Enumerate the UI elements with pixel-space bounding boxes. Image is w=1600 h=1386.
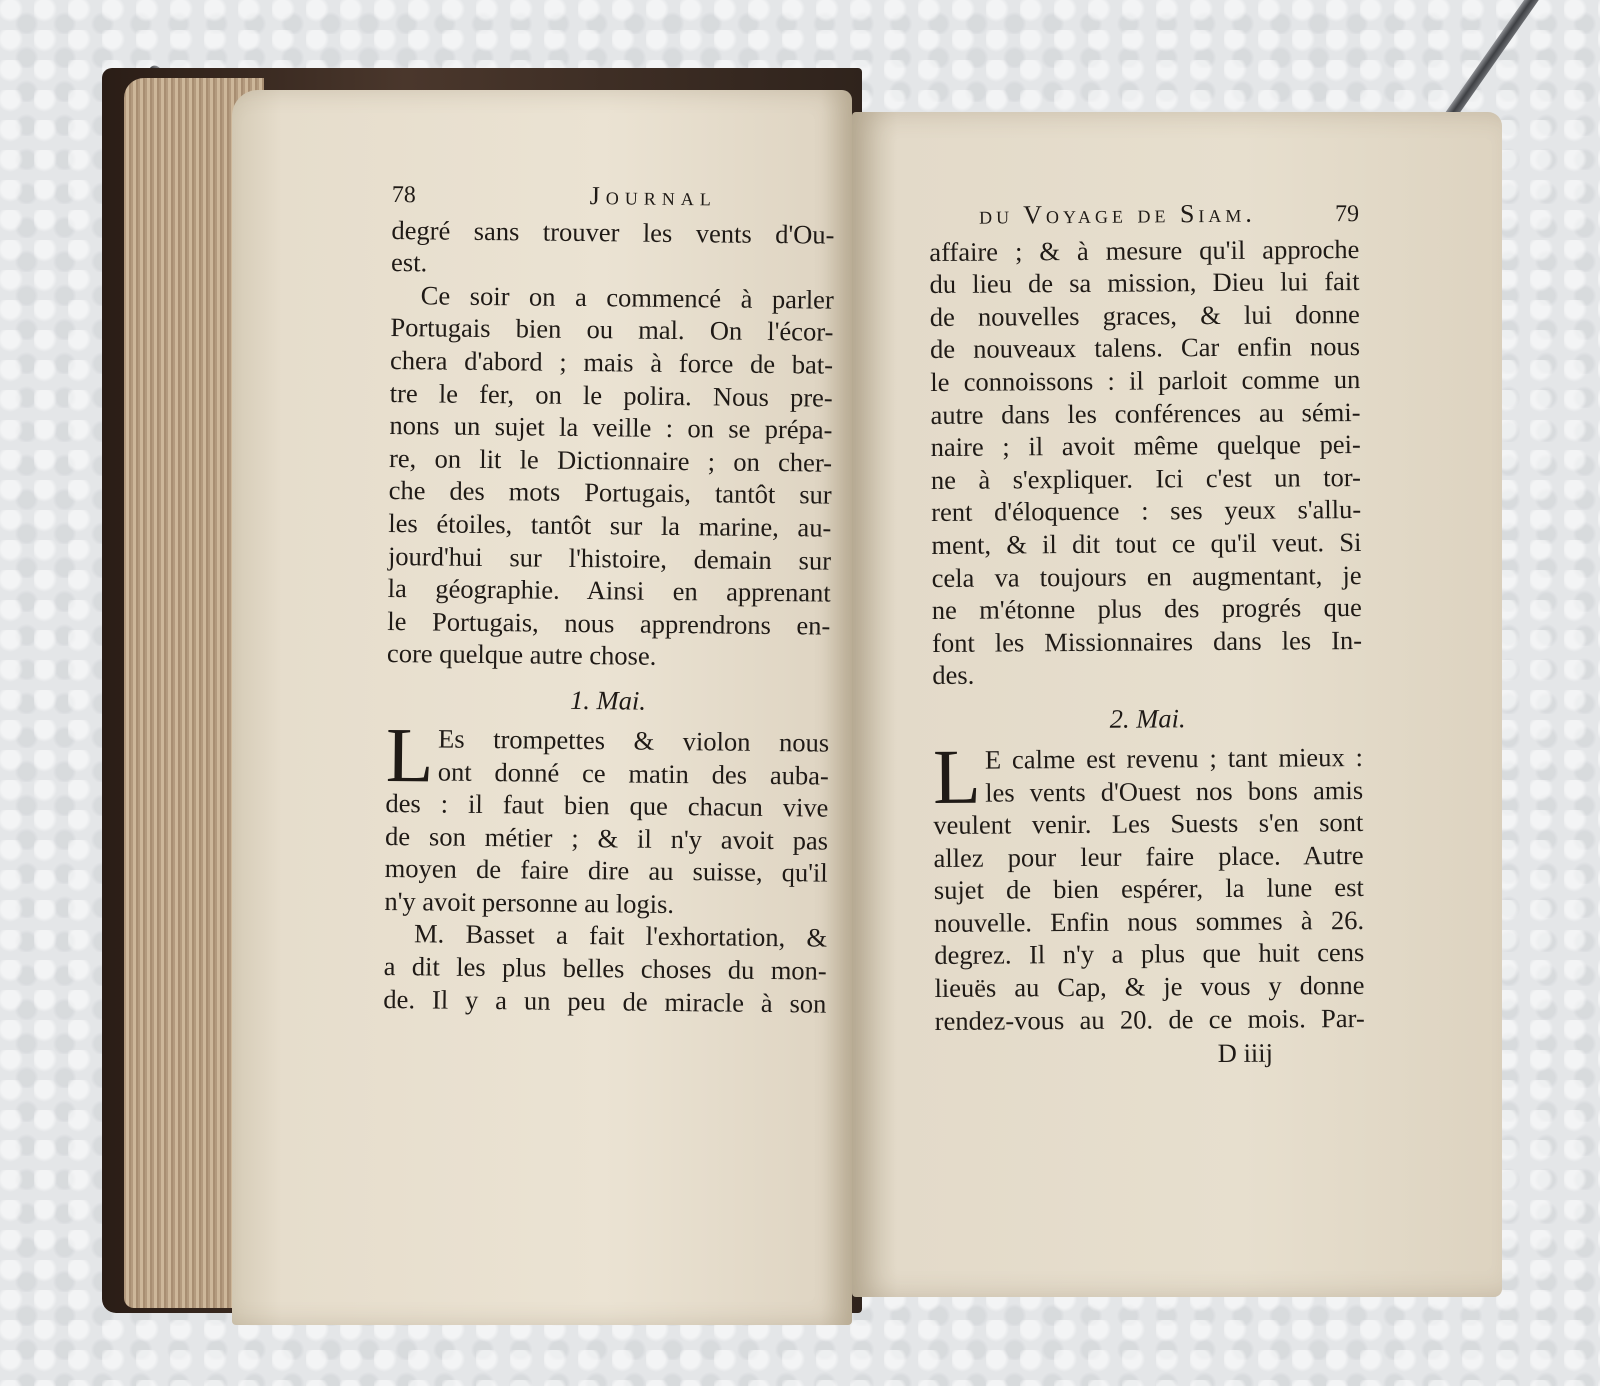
- page-number: 79: [1335, 200, 1360, 228]
- text-line: re, on lit le Dictionnaire ; on cher-: [388, 442, 833, 478]
- text-line: rendez-vous au 20. de ce mois. Par-: [934, 1002, 1365, 1036]
- text-line: ne à s'expliquer. Ici c'est un tor-: [930, 461, 1362, 495]
- text-line: le Portugais, nous apprendrons en-: [387, 605, 831, 641]
- left-page-text: [383, 178, 835, 1020]
- text-line: veulent venir. Les Suests s'en sont: [933, 807, 1364, 841]
- drop-cap: L: [932, 732, 981, 820]
- text-line: chera d'abord ; mais à force de bat-: [389, 344, 834, 380]
- text-line: naire ; il avoit même quelque pei-: [930, 429, 1361, 463]
- text-line: degrez. Il n'y a plus que huit cens: [934, 937, 1365, 971]
- text-line: che des mots Portugais, tantôt sur: [388, 475, 832, 510]
- text-line: de nouveaux talens. Car enfin nous: [929, 331, 1361, 365]
- text-line: core quelque autre chose.: [386, 638, 657, 672]
- text-line: des : il faut bien que chacun vive: [385, 788, 829, 823]
- text-line: sujet de bien espérer, la lune est: [933, 872, 1364, 906]
- text-line: E calme est revenu ; tant mieux :: [984, 741, 1364, 775]
- text-line: affaire ; & à mesure qu'il approche: [929, 233, 1360, 267]
- text-line: allez pour leur faire place. Autre: [933, 839, 1364, 873]
- text-line: les vents d'Ouest nos bons amis: [985, 774, 1364, 808]
- text-line: moyen de faire dire au suisse, qu'il: [384, 853, 828, 888]
- left-page-header: [392, 178, 835, 216]
- text-line: nouvelle. Enfin nous sommes à 26.: [933, 904, 1365, 938]
- text-line: la géographie. Ainsi en apprenant: [387, 573, 831, 608]
- text-line: Portugais bien ou mal. On l'écor-: [390, 312, 834, 348]
- text-line: lieuës au Cap, & je vous y donne: [934, 970, 1365, 1004]
- text-line: font les Missionnaires dans les In-: [931, 624, 1363, 658]
- text-line: les étoiles, tantôt sur la marine, au-: [388, 507, 832, 543]
- text-line: ont donné ce matin des auba-: [437, 756, 829, 791]
- text-line: rent d'éloquence : ses yeux s'allu-: [931, 494, 1362, 528]
- text-line: ment, & il dit tout ce qu'il veut. Si: [931, 526, 1362, 560]
- paragraph-with-drop-cap: [385, 710, 830, 799]
- text-line: des.: [932, 660, 975, 691]
- text-line: M. Basset a fait l'exhortation, &: [413, 918, 828, 954]
- right-page-header: [929, 197, 1359, 234]
- signature-mark: D iiij: [1217, 1037, 1274, 1069]
- paragraph-with-drop-cap: [932, 732, 1364, 820]
- date-heading: 2. Mai.: [1109, 703, 1186, 734]
- text-line: nons un sujet la veille : on se prépa-: [389, 410, 833, 445]
- text-line: cela va toujours en augmentant, je: [931, 559, 1362, 593]
- right-page-text: [929, 197, 1365, 1072]
- text-line: autre dans les conférences au sémi-: [930, 396, 1361, 430]
- drop-cap: L: [385, 710, 435, 799]
- text-line: le connoissons : il parloit comme un: [930, 363, 1361, 397]
- running-title: Journal: [589, 181, 717, 212]
- text-line: n'y avoit personne au logis.: [384, 885, 675, 919]
- text-line: du lieu de sa mission, Dieu lui fait: [929, 266, 1360, 300]
- text-line: degré sans trouver les vents d'Ou-: [391, 214, 835, 250]
- text-line: de. Il y a un peu de miracle à son: [383, 983, 827, 1019]
- page-number: 78: [391, 181, 416, 209]
- text-line: jourd'hui sur l'histoire, demain sur: [387, 540, 832, 576]
- text-line: de nouvelles graces, & lui donne: [929, 298, 1360, 332]
- text-line: Ce soir on a commencé à parler: [420, 280, 834, 315]
- text-line: tre le fer, on le polira. Nous pre-: [389, 377, 833, 413]
- date-heading: 1. Mai.: [569, 684, 647, 716]
- text-line: a dit les plus belles choses du mon-: [383, 951, 827, 986]
- text-line: ne m'étonne plus des progrés que: [931, 592, 1362, 626]
- text-line: Es trompettes & violon nous: [437, 723, 830, 758]
- text-line: de son métier ; & il n'y avoit pas: [384, 820, 829, 856]
- text-line: est.: [390, 247, 428, 278]
- running-title: du Voyage de Siam.: [979, 198, 1256, 230]
